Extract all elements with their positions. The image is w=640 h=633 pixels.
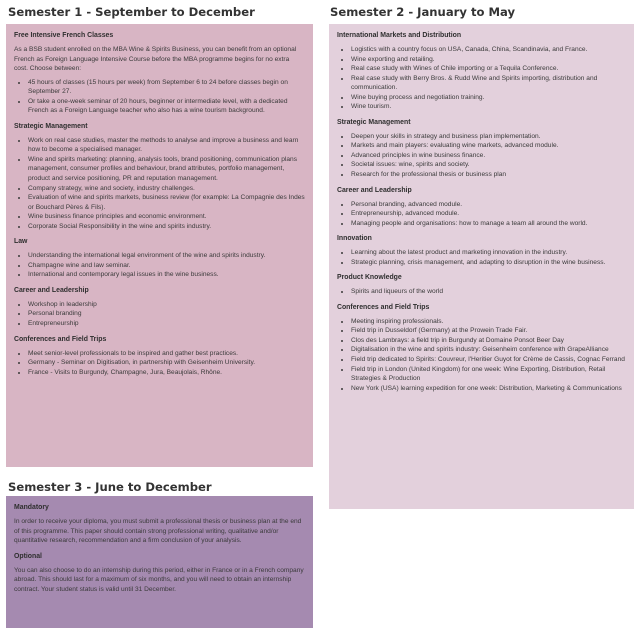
list-item: • Or take a one-week seminar of 20 hours, beginner or intermediate level, with a dedicated French as a Foreign Language teacher who also has a wine tourism background. [28, 97, 305, 116]
section-heading: Product Knowledge [337, 274, 402, 282]
section [337, 273, 626, 297]
section-heading: Career and Leadership [14, 286, 89, 294]
list-item: • Advanced principles in wine business finance. [351, 151, 626, 161]
list-item: • Entrepreneurship, advanced module. [351, 209, 626, 219]
section [337, 303, 626, 393]
list-item: • Wine business finance principles and economic environment. [28, 212, 305, 222]
list-item: • Field trip in London (United Kingdom) for one week: Wine Exporting, Distribution, Retail Strategies & Production [351, 365, 626, 384]
list-item: • Company strategy, wine and society, industry challenges. [28, 184, 305, 194]
list-item: • Logistics with a country focus on USA, Canada, China, Scandinavia, and France. [351, 45, 626, 55]
section [14, 122, 305, 231]
list-item: • Clos des Lambrays: a field trip in Burgundy at Domaine Ponsot Beer Day [351, 336, 626, 346]
list-item: • Evaluation of wine and spirits markets, business review (for example: La Compagnie des Indes or Bouchard Pères & Fils). [28, 193, 305, 212]
list-item: • New York (USA) learning expedition for one week: Distribution, Marketing & Communications [351, 384, 626, 394]
section [337, 31, 626, 112]
list-item: • Workshop in leadership [28, 300, 305, 310]
list-item: • Field trip dedicated to Spirits: Couvreur, l'Heritier Guyot for Crème de Cassis, Cognac Ferrand [351, 355, 626, 365]
list-item: • Champagne wine and law seminar. [28, 261, 305, 271]
list-item: • Learning about the latest product and marketing innovation in the industry. [351, 248, 626, 258]
list-item: • Wine exporting and retailing. [351, 55, 626, 65]
list-item: • Wine and spirits marketing: planning, analysis tools, brand positioning, communication plans management, consumer profiles and behaviour, brand attributes, portfolio management, product and service positioning, PR and reputation management. [28, 155, 305, 184]
section [337, 186, 626, 229]
section [337, 118, 626, 180]
list-item: • Societal issues: wine, spirits and society. [351, 160, 626, 170]
bullet-list [337, 248, 626, 267]
list-item: • Personal branding [28, 309, 305, 319]
section-paragraph: In order to receive your diploma, you must submit a professional thesis or business plan at the end of this programme. This paper should contain strong professional writing, qualitative and/or quantitative research, recommendation and a firm conclusion of your analysis. [14, 518, 302, 545]
semester-2-title: Semester 2 - January to May [330, 5, 516, 19]
list-item: • Field trip in Dusseldorf (Germany) at the Prowein Trade Fair. [351, 326, 626, 336]
list-item: • Germany - Seminar on Digitisation, in partnership with Geisenheim University. [28, 358, 305, 368]
semester-3-title: Semester 3 - June to December [8, 480, 212, 494]
section-heading: Mandatory [14, 504, 49, 511]
section-paragraph: As a BSB student enrolled on the MBA Wine & Spirits Business, you can benefit from an optional French as Foreign Language Intensive Course before the MBA programme begins for no extra cost. Choose between: [14, 46, 297, 73]
list-item: • Corporate Social Responsibility in the wine and spirits industry. [28, 222, 305, 232]
semester-3-card [6, 496, 313, 628]
bullet-list [337, 287, 626, 297]
list-item: • Research for the professional thesis or business plan [351, 170, 626, 180]
section [337, 234, 626, 267]
list-item: • Entrepreneurship [28, 319, 305, 329]
bullet-list [337, 45, 626, 112]
bullet-list [14, 349, 305, 378]
list-item: • International and contemporary legal issues in the wine business. [28, 270, 305, 280]
section-heading: Law [14, 238, 28, 246]
semester-2-card [329, 24, 634, 509]
section-heading: Career and Leadership [337, 186, 412, 194]
bullet-list [14, 251, 305, 280]
list-item: • Meeting inspiring professionals. [351, 317, 626, 327]
list-item: • Real case study with Berry Bros. & Rudd Wine and Spirits importing, distribution and communication. [351, 74, 626, 93]
section [14, 552, 305, 595]
semester-1-title: Semester 1 - September to December [8, 5, 255, 19]
section [14, 503, 305, 546]
list-item: • Real case study with Wines of Chile importing or a Tequila Conference. [351, 64, 626, 74]
bullet-list [337, 200, 626, 229]
list-item: • Managing people and organisations: how to manage a team all around the world. [351, 219, 626, 229]
section [14, 31, 305, 116]
list-item: • Work on real case studies, master the methods to analyse and improve a business and learn how to become a specialised manager. [28, 136, 305, 155]
section [14, 237, 305, 280]
list-item: • Wine tourism. [351, 102, 626, 112]
section-heading: Strategic Management [337, 118, 411, 126]
list-item: • Deepen your skills in strategy and business plan implementation. [351, 132, 626, 142]
section-heading: Conferences and Field Trips [14, 335, 107, 343]
section-heading: Optional [14, 552, 42, 560]
list-item: • Understanding the international legal environment of the wine and spirits industry. [28, 251, 305, 261]
section-heading: Strategic Management [14, 122, 88, 130]
section-heading: Conferences and Field Trips [337, 303, 430, 311]
list-item: • Markets and main players: evaluating wine markets, advanced module. [351, 141, 626, 151]
list-item: • France - Visits to Burgundy, Champagne, Jura, Beaujolais, Rhône. [28, 368, 305, 378]
section-paragraph: You can also choose to do an internship during this period, either in France or in a French company abroad. This should last for a maximum of six months, and you will need to obtain an internship contract. Your student status is valid until 31 December. [14, 566, 304, 593]
bullet-list [14, 136, 305, 231]
list-item: • Personal branding, advanced module. [351, 200, 626, 210]
bullet-list [337, 132, 626, 180]
section-heading: Free Intensive French Classes [14, 32, 114, 39]
section-heading: Innovation [337, 235, 372, 243]
list-item: • Wine buying process and negotiation training. [351, 93, 626, 103]
semester-1-card [6, 24, 313, 467]
section-heading: International Markets and Distribution [337, 32, 462, 39]
section [14, 335, 305, 378]
list-item: • Digitalisation in the wine and spirits industry: Geisenheim conference with GrapeAlliance [351, 345, 626, 355]
list-item: • 45 hours of classes (15 hours per week) from September 6 to 24 before classes begin on September 27. [28, 78, 305, 97]
list-item: • Spirits and liqueurs of the world [351, 287, 626, 297]
bullet-list [337, 317, 626, 393]
list-item: • Strategic planning, crisis management, and adapting to disruption in the wine business. [351, 258, 626, 268]
bullet-list [14, 78, 305, 116]
list-item: • Meet senior-level professionals to be inspired and gather best practices. [28, 349, 305, 359]
section [14, 286, 305, 329]
bullet-list [14, 300, 305, 329]
